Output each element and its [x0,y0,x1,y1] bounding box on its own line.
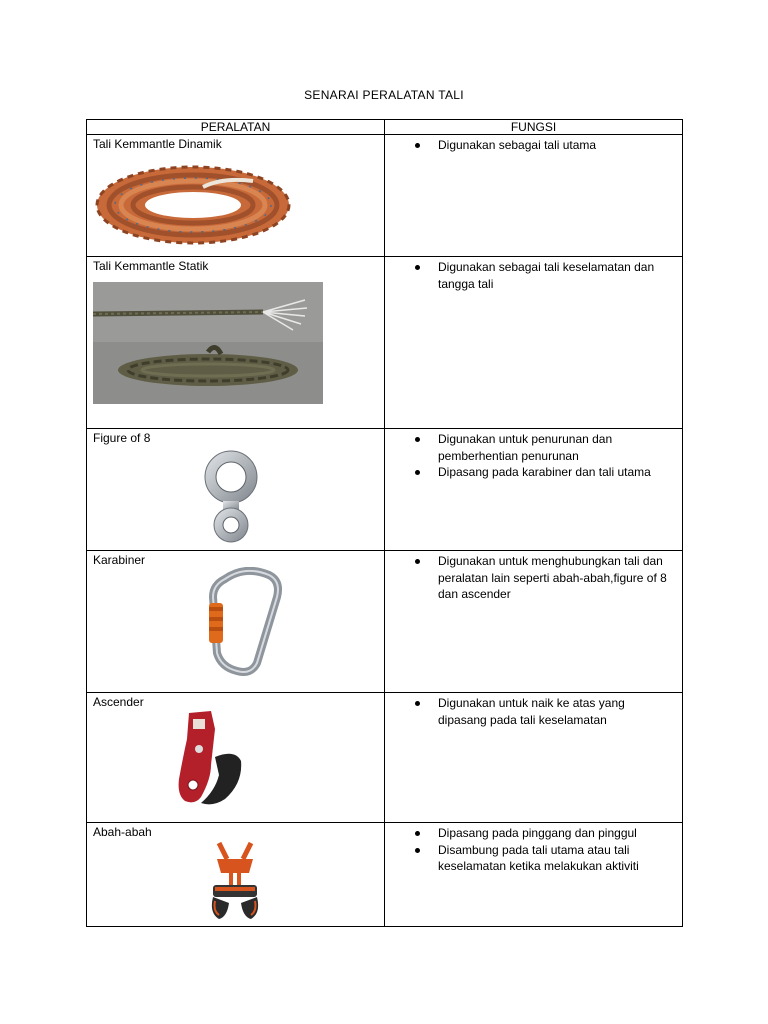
equipment-name: Tali Kemmantle Dinamik [93,137,222,151]
equipment-name: Figure of 8 [93,431,151,445]
table-row [87,823,683,927]
function-item: Digunakan sebagai tali keselamatan dan tangga tali [385,259,682,292]
equipment-name: Ascender [93,695,144,709]
function-item: Digunakan untuk menghubungkan tali dan peralatan lain seperti abah-abah,figure of 8 dan ascender [385,553,682,603]
equipment-name: Abah-abah [93,825,152,839]
carabiner-icon [205,567,384,680]
function-list [385,551,682,603]
equipment-cell [87,429,385,551]
document-title: SENARAI PERALATAN TALI [304,88,464,102]
table-row [87,693,683,823]
equipment-table [86,119,683,927]
function-cell [385,551,683,693]
function-list [385,429,682,481]
equipment-cell [87,257,385,429]
ascender-icon [171,709,384,812]
harness-icon [205,839,384,926]
equipment-name: Tali Kemmantle Statik [93,259,209,273]
table-header-row [87,120,683,135]
function-cell [385,257,683,429]
function-item: Digunakan sebagai tali utama [385,137,682,154]
equipment-cell [87,693,385,823]
function-list [385,823,682,875]
table-row [87,257,683,429]
function-list [385,693,682,728]
function-list [385,135,682,154]
function-item: Dipasang pada karabiner dan tali utama [385,464,682,481]
function-item: Digunakan untuk naik ke atas yang dipasang pada tali keselamatan [385,695,682,728]
function-cell [385,693,683,823]
equipment-name: Karabiner [93,553,146,567]
header-equipment: PERALATAN [87,120,385,135]
table-row [87,135,683,257]
function-cell [385,823,683,927]
function-cell [385,429,683,551]
table-row [87,429,683,551]
function-item: Digunakan untuk penurunan dan pemberhentian penurunan [385,431,682,464]
function-list [385,257,682,292]
figure-eight-icon [201,445,384,548]
function-item: Dipasang pada pinggang dan pinggul [385,825,682,842]
static-rope-icon [93,282,384,407]
dynamic-rope-coil-icon [93,157,384,250]
header-function: FUNGSI [385,120,683,135]
equipment-cell [87,823,385,927]
equipment-cell [87,135,385,257]
function-item: Disambung pada tali utama atau tali keselamatan ketika melakukan aktiviti [385,842,682,875]
function-cell [385,135,683,257]
equipment-cell [87,551,385,693]
table-row [87,551,683,693]
